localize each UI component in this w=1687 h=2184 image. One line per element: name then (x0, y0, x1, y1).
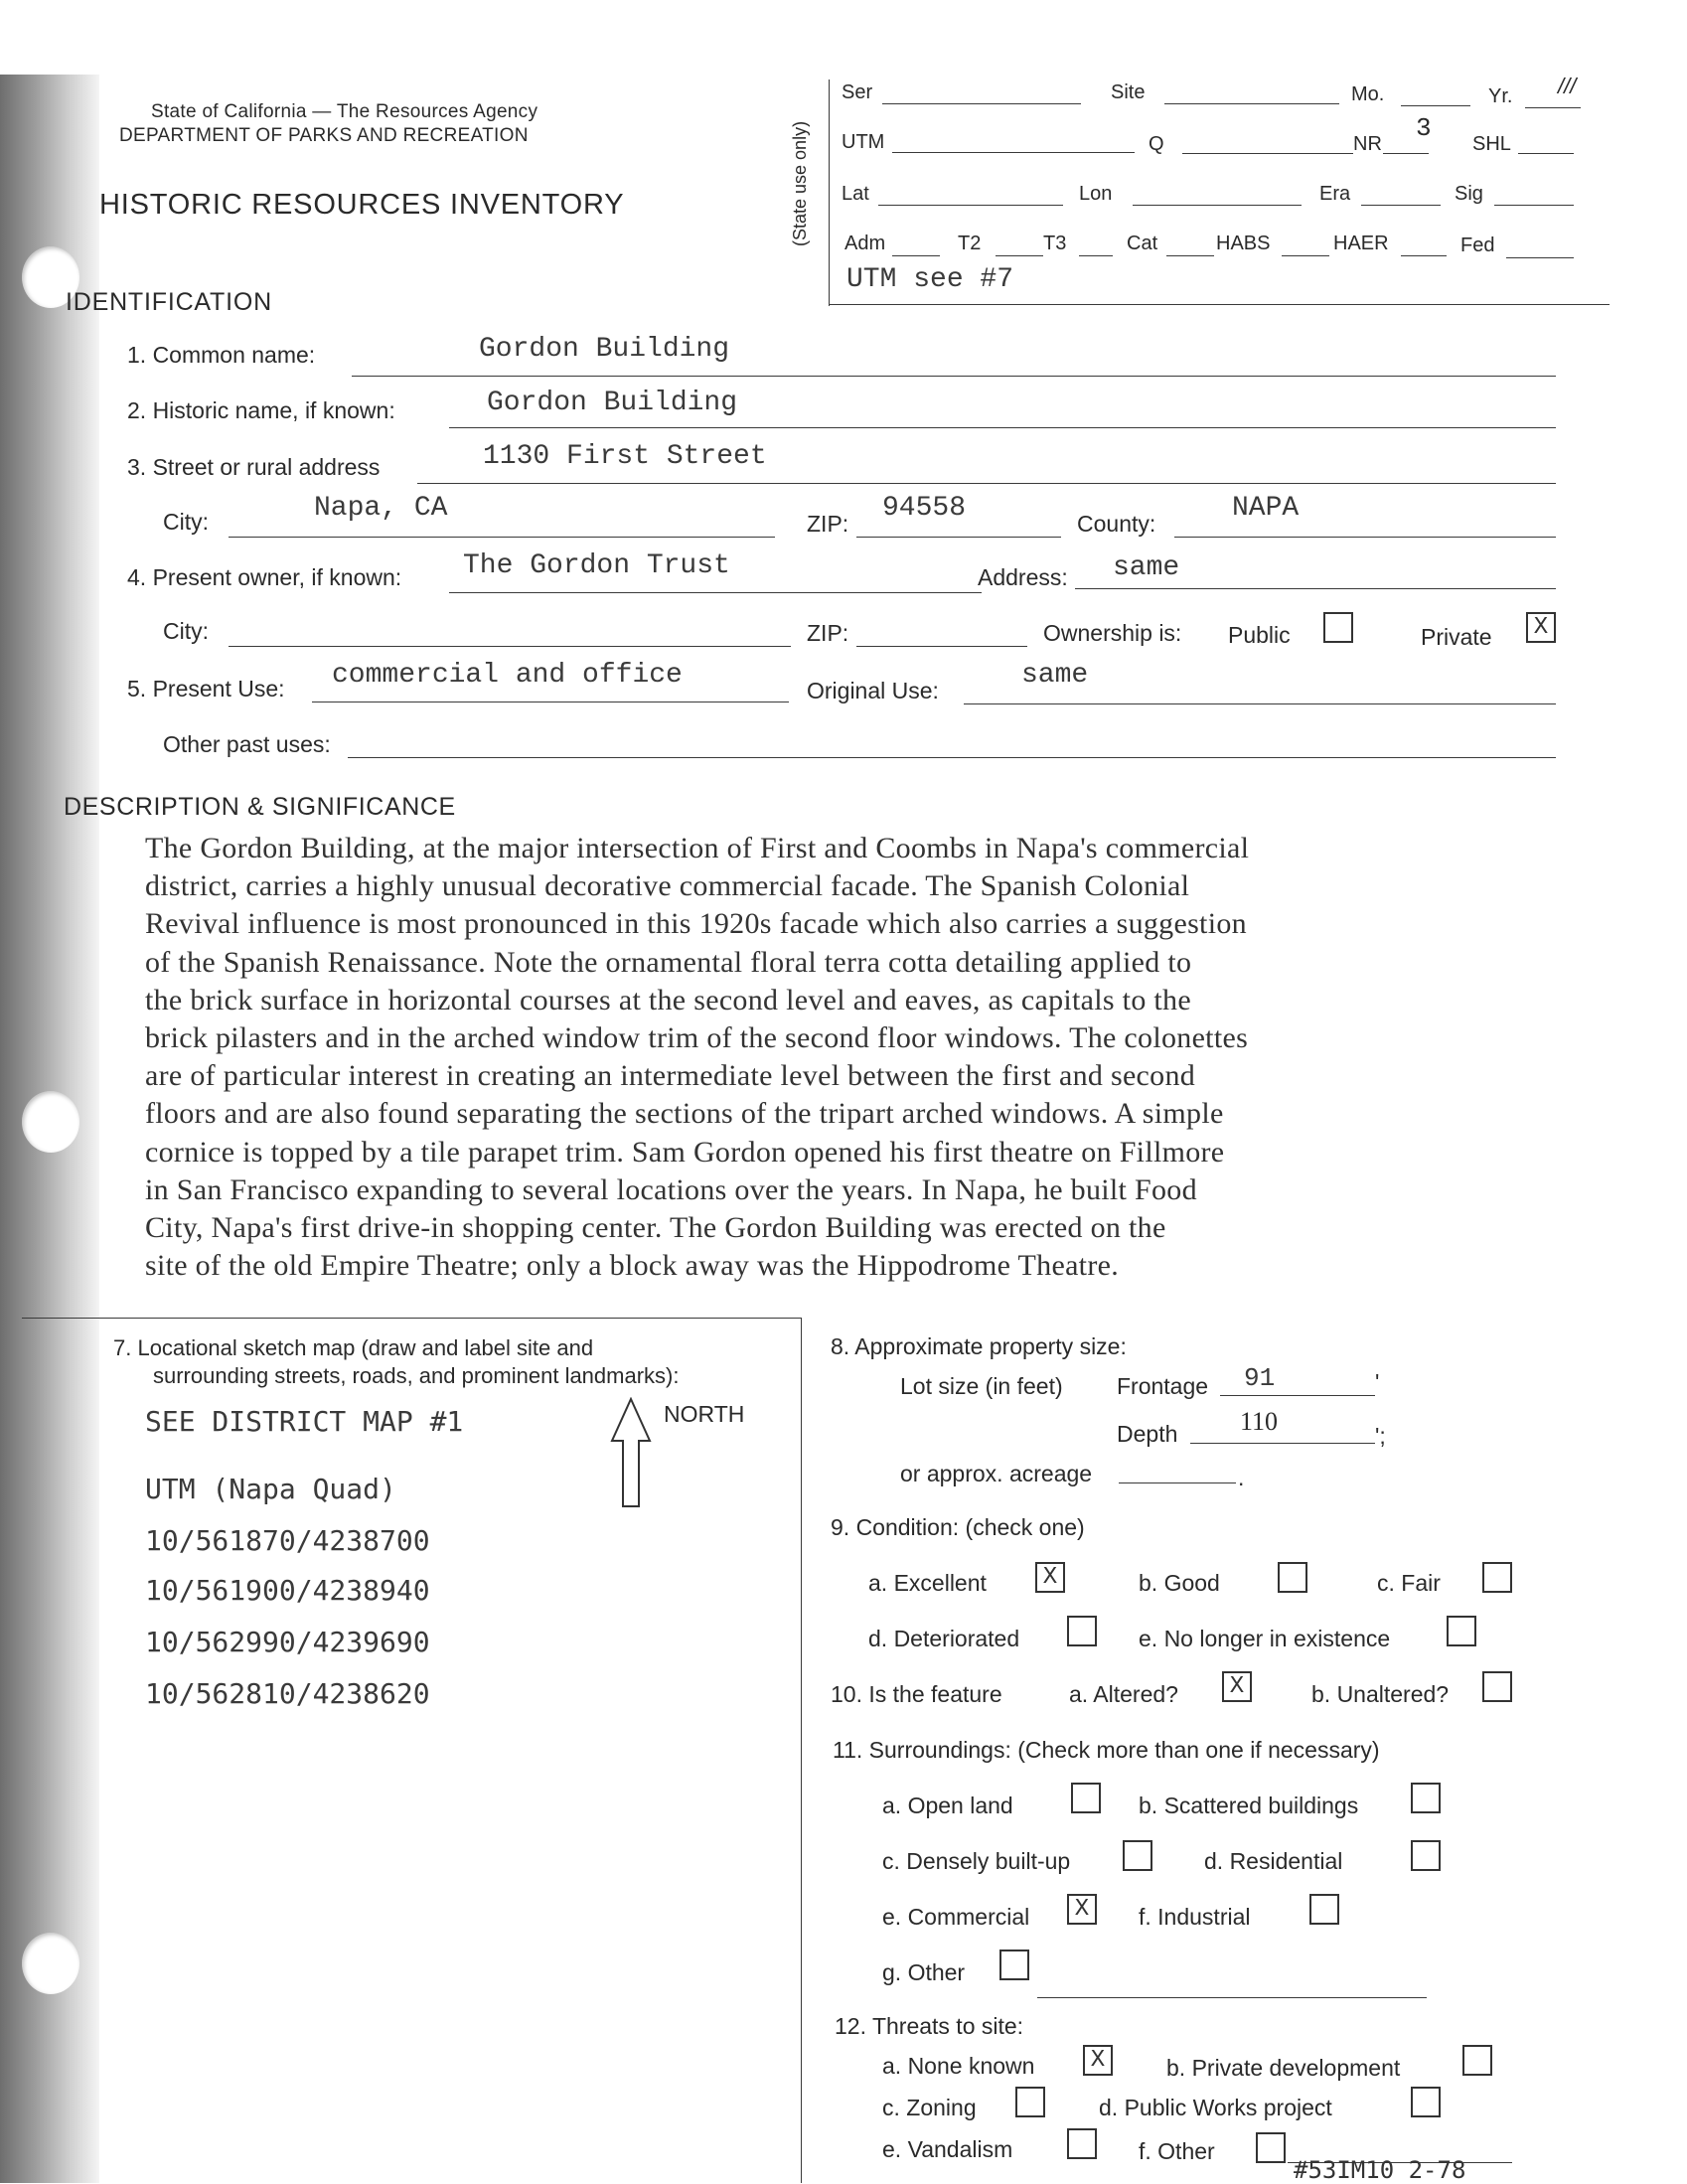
owner-city-field[interactable] (229, 646, 791, 647)
condition-excellent-label: a. Excellent (868, 1570, 987, 1596)
description-text (145, 830, 1635, 1285)
owner-address-field[interactable] (1075, 588, 1556, 589)
surroundings-other-label: g. Other (882, 1959, 966, 1985)
private-label: Private (1421, 624, 1492, 650)
punch-hole (22, 1091, 79, 1153)
district-map-note: SEE DISTRICT MAP #1 (145, 1405, 464, 1438)
form-stamp: #53IM10 2-78 (1294, 2156, 1466, 2184)
habs-label: HABS (1216, 233, 1271, 254)
description-line: of the Spanish Renaissance. Note the ornamental floral terra cotta detailing applied to (145, 945, 1192, 979)
utm-point: 10/561900/4238940 (145, 1574, 430, 1607)
city-field[interactable] (229, 537, 775, 538)
threats-none-label: a. None known (882, 2053, 1035, 2079)
surroundings-label: 11. Surroundings: (Check more than one if necessary) (833, 1737, 1380, 1763)
depth-label: Depth (1117, 1421, 1178, 1447)
county-field[interactable] (1174, 537, 1556, 538)
description-line: City, Napa's first drive-in shopping center. The Gordon Building was erected on the (145, 1211, 1166, 1245)
ownership-label: Ownership is: (1043, 620, 1182, 646)
surroundings-commercial-checkbox[interactable]: X (1067, 1894, 1097, 1925)
historic-name-field[interactable] (449, 427, 1556, 428)
habs-field[interactable] (1282, 255, 1329, 256)
surroundings-industrial-checkbox[interactable] (1309, 1894, 1339, 1925)
utm-point: 10/561870/4238700 (145, 1524, 430, 1557)
surroundings-scattered-label: b. Scattered buildings (1139, 1793, 1359, 1818)
acreage-end: . (1238, 1465, 1245, 1490)
feature-unaltered-label: b. Unaltered? (1311, 1681, 1450, 1707)
surroundings-residential-label: d. Residential (1204, 1848, 1343, 1874)
frontage-unit: ' (1375, 1369, 1380, 1395)
surroundings-other-field[interactable] (1037, 1997, 1427, 1998)
feature-altered-label: a. Altered? (1069, 1681, 1178, 1707)
t3-label: T3 (1043, 233, 1067, 254)
adm-field[interactable] (892, 255, 940, 256)
agency-line2: DEPARTMENT OF PARKS AND RECREATION (119, 125, 529, 146)
public-label: Public (1228, 622, 1291, 648)
original-use-value: same (1021, 660, 1089, 691)
condition-excellent-checkbox[interactable]: X (1035, 1562, 1065, 1593)
lat-field[interactable] (878, 205, 1063, 206)
state-use-divider (829, 79, 830, 306)
utm-title: UTM (Napa Quad) (145, 1473, 396, 1505)
threats-none-checkbox[interactable]: X (1083, 2045, 1113, 2076)
original-use-label: Original Use: (807, 678, 939, 703)
zip-value: 94558 (882, 493, 967, 524)
t3-field[interactable] (1079, 255, 1113, 256)
county-label: County: (1077, 511, 1156, 537)
description-line: brick pilasters and in the arched window trim of the second floor windows. The colonettes (145, 1021, 1249, 1055)
lon-label: Lon (1079, 183, 1113, 205)
description-line: district, carries a highly unusual decorative commercial facade. The Spanish Colonial (145, 869, 1190, 903)
nr-value: 3 (1416, 113, 1432, 143)
owner-address-value: same (1113, 552, 1180, 583)
lon-field[interactable] (1133, 205, 1302, 206)
q-field[interactable] (1182, 153, 1353, 154)
surroundings-other-checkbox[interactable] (999, 1950, 1029, 1980)
condition-good-checkbox[interactable] (1278, 1562, 1307, 1593)
condition-fair-checkbox[interactable] (1482, 1562, 1512, 1593)
depth-value: 110 (1240, 1407, 1279, 1436)
surroundings-commercial-label: e. Commercial (882, 1904, 1030, 1930)
form-title: HISTORIC RESOURCES INVENTORY (99, 189, 625, 221)
acreage-label: or approx. acreage (900, 1461, 1093, 1486)
frontage-field[interactable] (1220, 1395, 1375, 1396)
acreage-field[interactable] (1119, 1482, 1236, 1483)
common-name-value: Gordon Building (479, 334, 730, 365)
haer-label: HAER (1333, 233, 1389, 254)
utm-point: 10/562990/4239690 (145, 1626, 430, 1658)
nr-label: NR (1353, 133, 1382, 155)
feature-altered-checkbox[interactable]: X (1222, 1671, 1252, 1702)
present-use-value: commercial and office (332, 660, 683, 691)
haer-field[interactable] (1401, 255, 1447, 256)
description-line: the brick surface in horizontal courses at the second level and eaves, as capitals to the (145, 983, 1191, 1016)
public-checkbox[interactable] (1323, 612, 1353, 643)
condition-label: 9. Condition: (check one) (831, 1514, 1085, 1540)
address-label: 3. Street or rural address (127, 454, 381, 480)
depth-unit: '; (1375, 1423, 1386, 1449)
lot-size-label: Lot size (in feet) (900, 1373, 1063, 1399)
frontage-label: Frontage (1117, 1373, 1209, 1399)
frontage-value: 91 (1244, 1363, 1276, 1393)
sig-field[interactable] (1494, 205, 1574, 206)
ser-label: Ser (842, 81, 873, 103)
owner-value: The Gordon Trust (463, 550, 730, 581)
zip-label: ZIP: (807, 511, 849, 537)
condition-deteriorated-checkbox[interactable] (1067, 1616, 1097, 1646)
other-past-uses-label: Other past uses: (163, 731, 331, 757)
utm-field[interactable] (892, 152, 1135, 153)
owner-zip-field[interactable] (856, 646, 1027, 647)
map-box-top (22, 1318, 801, 1319)
north-label: NORTH (664, 1401, 745, 1427)
surroundings-open-checkbox[interactable] (1071, 1783, 1101, 1813)
threats-public-works-label: d. Public Works project (1099, 2095, 1332, 2120)
map-box-right (801, 1318, 802, 2183)
description-heading: DESCRIPTION & SIGNIFICANCE (64, 793, 456, 821)
mo-label: Mo. (1351, 83, 1385, 105)
description-line: are of particular interest in creating an intermediate level between the first and second (145, 1059, 1196, 1093)
city-label: City: (163, 509, 209, 535)
surroundings-residential-checkbox[interactable] (1411, 1840, 1441, 1871)
yr-label: Yr. (1488, 85, 1513, 107)
identification-heading: IDENTIFICATION (66, 288, 272, 316)
state-use-label: (State use only) (790, 120, 810, 246)
state-use-bottom-rule (829, 304, 1610, 305)
t2-field[interactable] (996, 255, 1043, 256)
t2-label: T2 (958, 233, 982, 254)
map-label-line2: surrounding streets, roads, and prominent landmarks): (153, 1363, 680, 1388)
threats-label: 12. Threats to site: (835, 2013, 1024, 2039)
description-line: in San Francisco expanding to several locations over the years. In Napa, he built Food (145, 1172, 1197, 1206)
common-name-field[interactable] (352, 376, 1556, 377)
threats-vandalism-label: e. Vandalism (882, 2136, 1013, 2162)
condition-gone-checkbox[interactable] (1447, 1616, 1476, 1646)
description-line: floors and are also found separating the sections of the tripart arched windows. A simple (145, 1097, 1224, 1131)
description-line: cornice is topped by a tile parapet trim. Sam Gordon opened his first theatre on Fillmore (145, 1135, 1225, 1169)
threats-private-checkbox[interactable] (1462, 2045, 1492, 2076)
condition-gone-label: e. No longer in existence (1139, 1626, 1391, 1651)
threats-other-checkbox[interactable] (1256, 2132, 1286, 2163)
utm-label: UTM (842, 131, 885, 153)
threats-zoning-label: c. Zoning (882, 2095, 977, 2120)
fed-label: Fed (1460, 234, 1495, 256)
owner-address-label: Address: (978, 564, 1068, 590)
site-label: Site (1111, 81, 1146, 103)
county-value: NAPA (1232, 493, 1300, 524)
shl-field[interactable] (1518, 153, 1574, 154)
address-field[interactable] (417, 483, 1556, 484)
condition-good-label: b. Good (1139, 1570, 1220, 1596)
depth-field[interactable] (1190, 1443, 1375, 1444)
shl-label: SHL (1472, 133, 1511, 155)
ser-field[interactable] (882, 103, 1081, 104)
zip-field[interactable] (856, 537, 1061, 538)
surroundings-scattered-checkbox[interactable] (1411, 1783, 1441, 1813)
site-field[interactable] (1164, 103, 1339, 104)
threats-public-works-checkbox[interactable] (1411, 2087, 1441, 2117)
threats-zoning-checkbox[interactable] (1015, 2087, 1045, 2117)
fed-field[interactable] (1506, 257, 1574, 258)
historic-name-label: 2. Historic name, if known: (127, 397, 395, 423)
map-label-line1: 7. Locational sketch map (draw and label site and (113, 1335, 594, 1360)
historic-name-value: Gordon Building (487, 388, 738, 418)
agency-line1: State of California — The Resources Agency (151, 101, 538, 122)
yr-mark: /// (1558, 74, 1577, 98)
description-line: site of the old Empire Theatre; only a block away was the Hippodrome Theatre. (145, 1249, 1120, 1283)
description-line: The Gordon Building, at the major intersection of First and Coombs in Napa's commercial (145, 832, 1250, 864)
property-size-label: 8. Approximate property size: (831, 1333, 1127, 1359)
surroundings-open-label: a. Open land (882, 1793, 1013, 1818)
north-arrow-icon (608, 1397, 654, 1508)
cat-label: Cat (1127, 233, 1158, 254)
lat-label: Lat (842, 183, 869, 205)
feature-label: 10. Is the feature (831, 1681, 1002, 1707)
owner-zip-label: ZIP: (807, 620, 849, 646)
private-checkbox[interactable]: X (1526, 612, 1556, 643)
feature-unaltered-checkbox[interactable] (1482, 1671, 1512, 1702)
original-use-field[interactable] (964, 703, 1556, 704)
surroundings-industrial-label: f. Industrial (1139, 1904, 1251, 1930)
other-past-uses-field[interactable] (348, 757, 1556, 758)
adm-label: Adm (844, 233, 886, 254)
sig-label: Sig (1455, 183, 1483, 205)
nr-field[interactable] (1383, 153, 1429, 154)
yr-field[interactable] (1525, 107, 1581, 108)
utm-note: UTM see #7 (846, 264, 1014, 295)
mo-field[interactable] (1401, 105, 1470, 106)
common-name-label: 1. Common name: (127, 342, 316, 368)
surroundings-dense-label: c. Densely built-up (882, 1848, 1071, 1874)
threats-vandalism-checkbox[interactable] (1067, 2128, 1097, 2159)
utm-point: 10/562810/4238620 (145, 1677, 430, 1710)
surroundings-dense-checkbox[interactable] (1123, 1840, 1152, 1871)
era-field[interactable] (1361, 205, 1441, 206)
threats-private-label: b. Private development (1166, 2055, 1401, 2081)
punch-hole (22, 1933, 79, 1994)
city-value: Napa, CA (314, 493, 448, 524)
cat-field[interactable] (1166, 255, 1214, 256)
q-label: Q (1149, 133, 1164, 155)
owner-field[interactable] (449, 592, 982, 593)
threats-other-label: f. Other (1139, 2138, 1215, 2164)
description-line: Revival influence is most pronounced in this 1920s facade which also carries a suggestion (145, 907, 1247, 941)
owner-city-label: City: (163, 618, 209, 644)
era-label: Era (1319, 183, 1351, 205)
address-value: 1130 First Street (483, 441, 767, 472)
present-use-label: 5. Present Use: (127, 676, 285, 702)
condition-deteriorated-label: d. Deteriorated (868, 1626, 1020, 1651)
condition-fair-label: c. Fair (1377, 1570, 1441, 1596)
owner-label: 4. Present owner, if known: (127, 564, 402, 590)
